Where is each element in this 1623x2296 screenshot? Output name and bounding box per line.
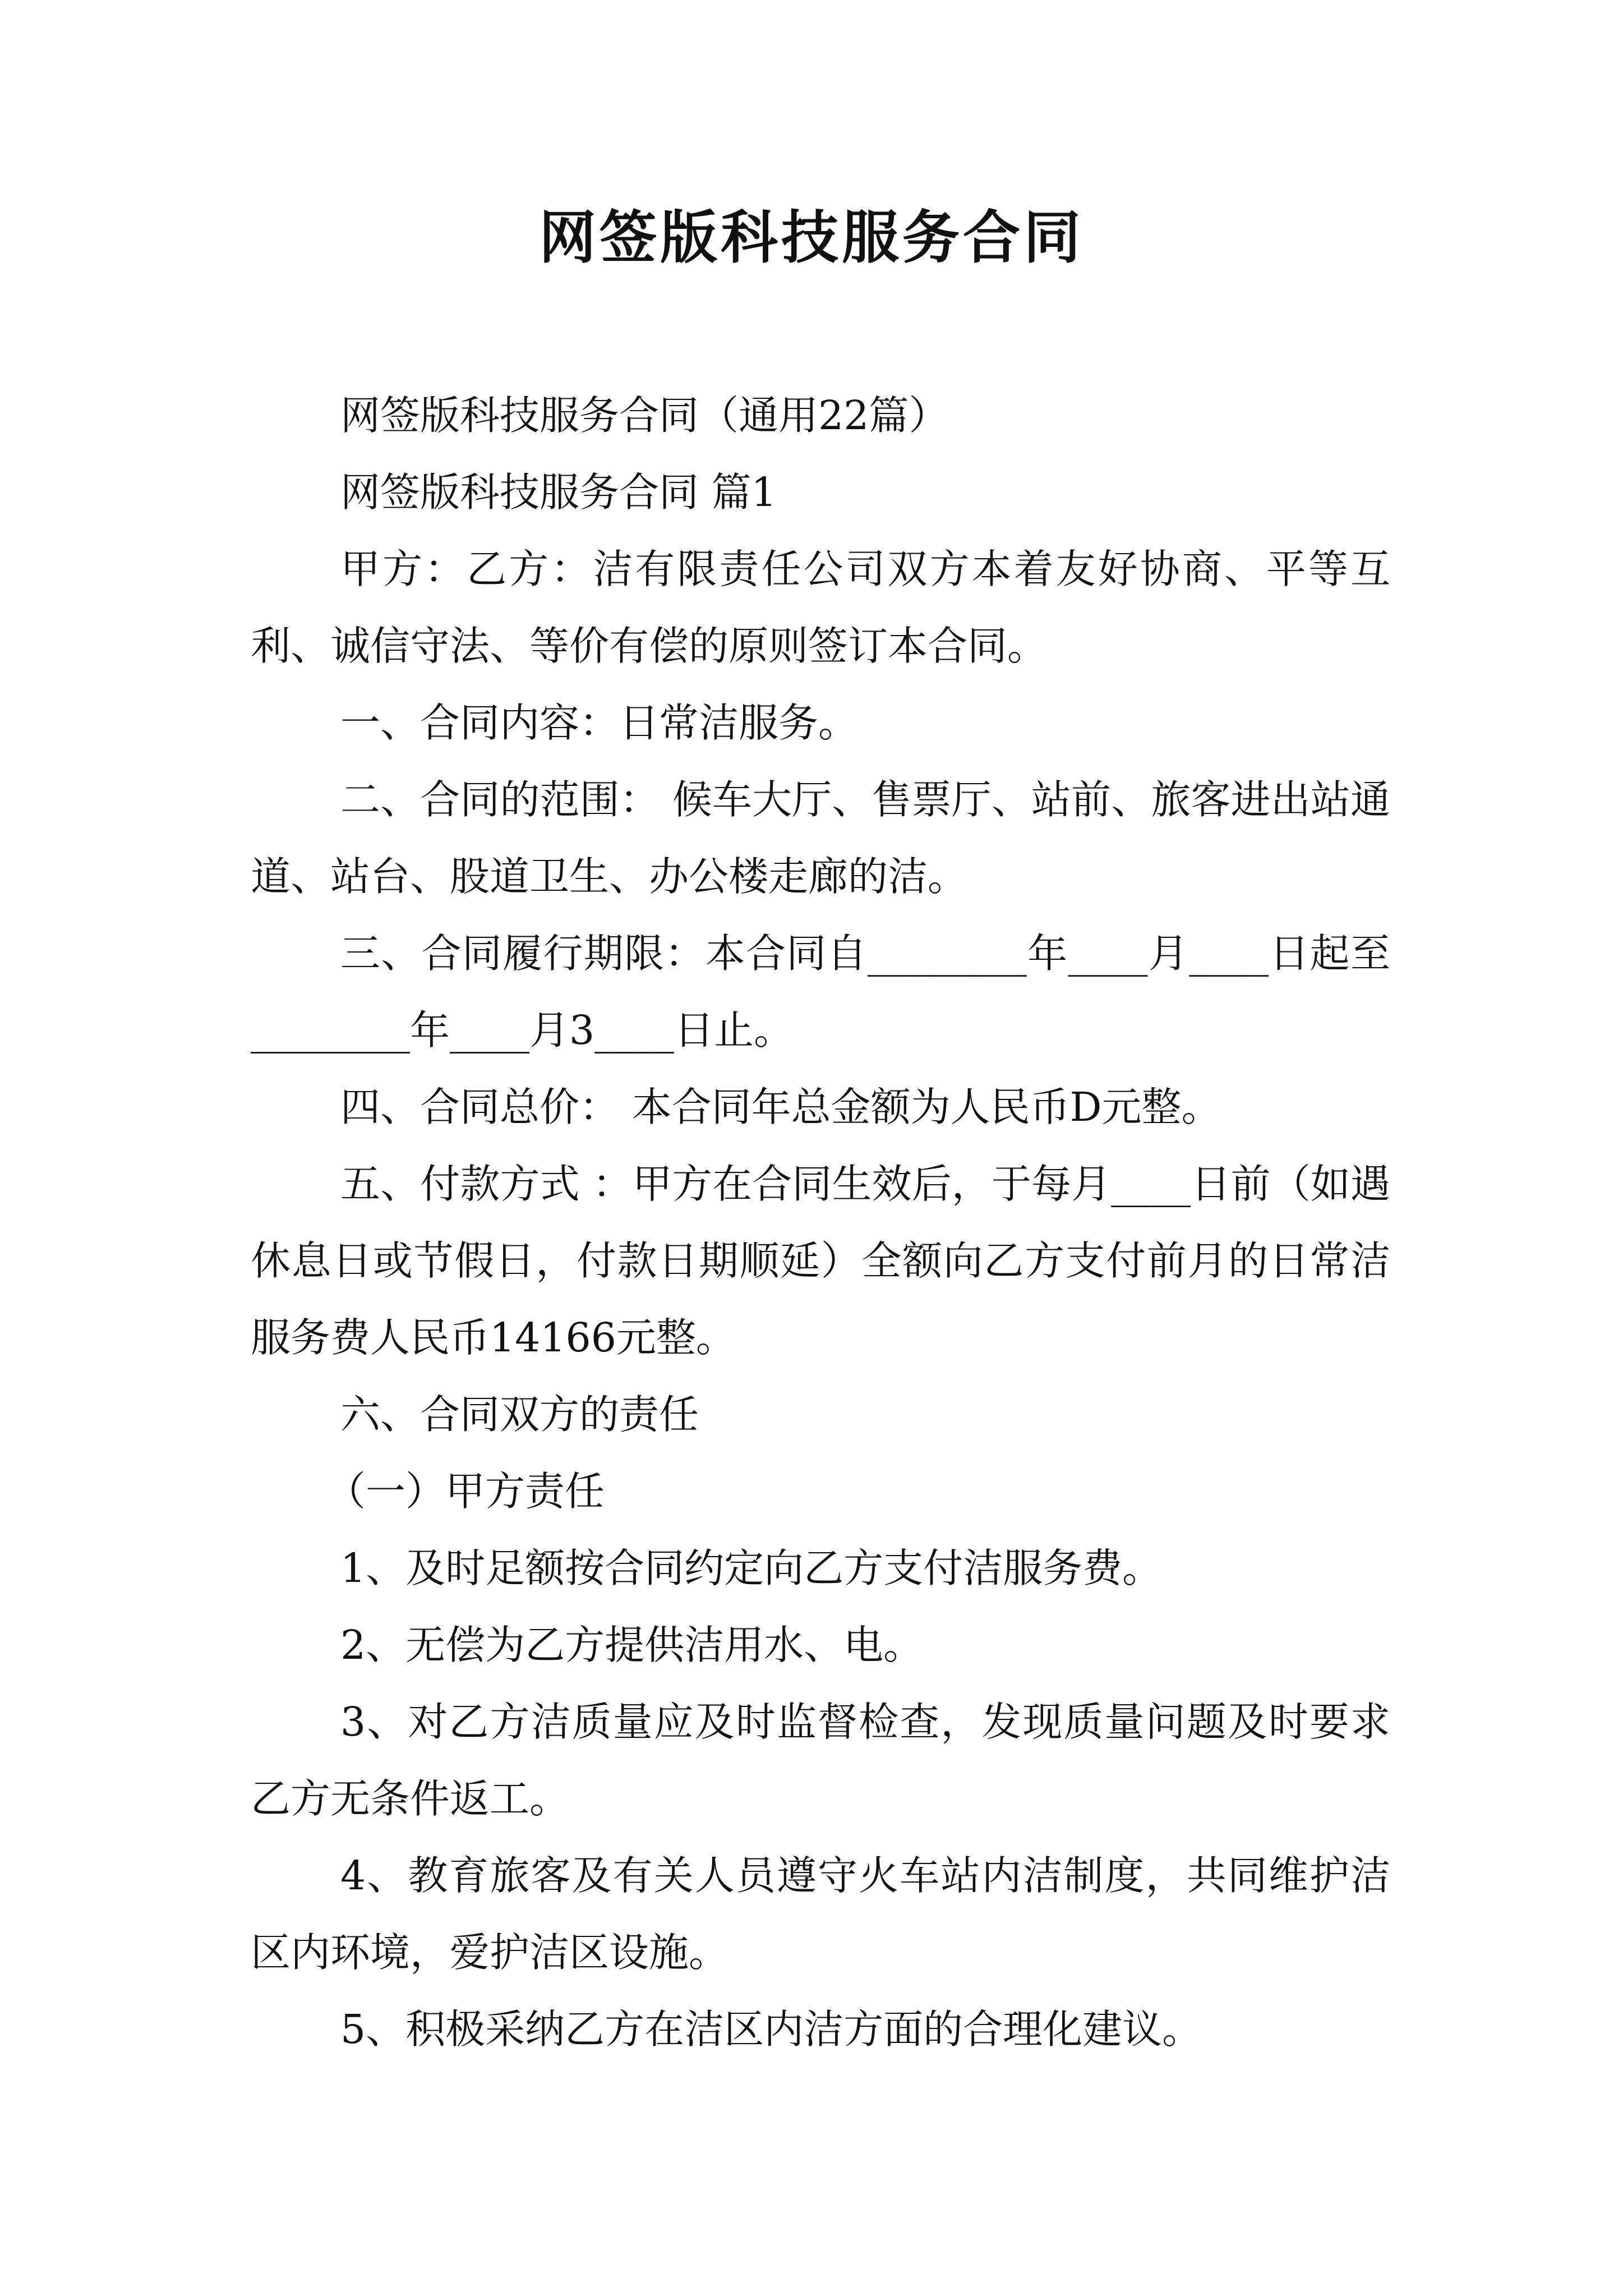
- paragraph: 2、无偿为乙方提供洁用水、电。: [340, 1622, 924, 1668]
- document-body: [251, 377, 1390, 2068]
- document-title: 网签版科技服务合同: [539, 205, 1084, 272]
- paragraph: 五、付款方式 ：甲方在合同生效后，于每月____日前（如遇休息日或节假日，付款日期顺延）全额向乙方支付前月的日常洁服务费人民币14166元整。: [251, 1161, 1390, 1361]
- paragraph: 4、教育旅客及有关人员遵守火车站内洁制度，共同维护洁区内环境，爱护洁区设施。: [251, 1852, 1390, 1976]
- paragraph: 三、合同履行期限：本合同自________年____月____日起至 ________年____月3____日止。: [251, 930, 1390, 1053]
- paragraph: （一）甲方责任: [326, 1468, 605, 1515]
- paragraph: 1、及时足额按合同约定向乙方支付洁服务费。: [340, 1545, 1163, 1591]
- paragraph: 二、合同的范围： 候车大厅、售票厅、站前、旅客进出站通道、站台、股道卫生、办公楼走廊的洁。: [251, 776, 1390, 900]
- paragraph: 网签版科技服务合同 篇1: [340, 469, 777, 516]
- paragraph: 四、合同总价： 本合同年总金额为人民币D元整。: [340, 1084, 1221, 1130]
- paragraph: 3、对乙方洁质量应及时监督检查，发现质量问题及时要求乙方无条件返工。: [251, 1699, 1390, 1822]
- paragraph: 六、合同双方的责任: [340, 1391, 699, 1438]
- paragraph: 网签版科技服务合同（通用22篇）: [340, 392, 949, 439]
- paragraph: 甲方：乙方：洁有限责任公司双方本着友好协商、平等互利、诚信守法、等价有偿的原则签订本合同。: [251, 546, 1390, 669]
- paragraph: 5、积极采纳乙方在洁区内洁方面的合理化建议。: [340, 2006, 1202, 2053]
- paragraph: 一、合同内容：日常洁服务。: [340, 700, 859, 746]
